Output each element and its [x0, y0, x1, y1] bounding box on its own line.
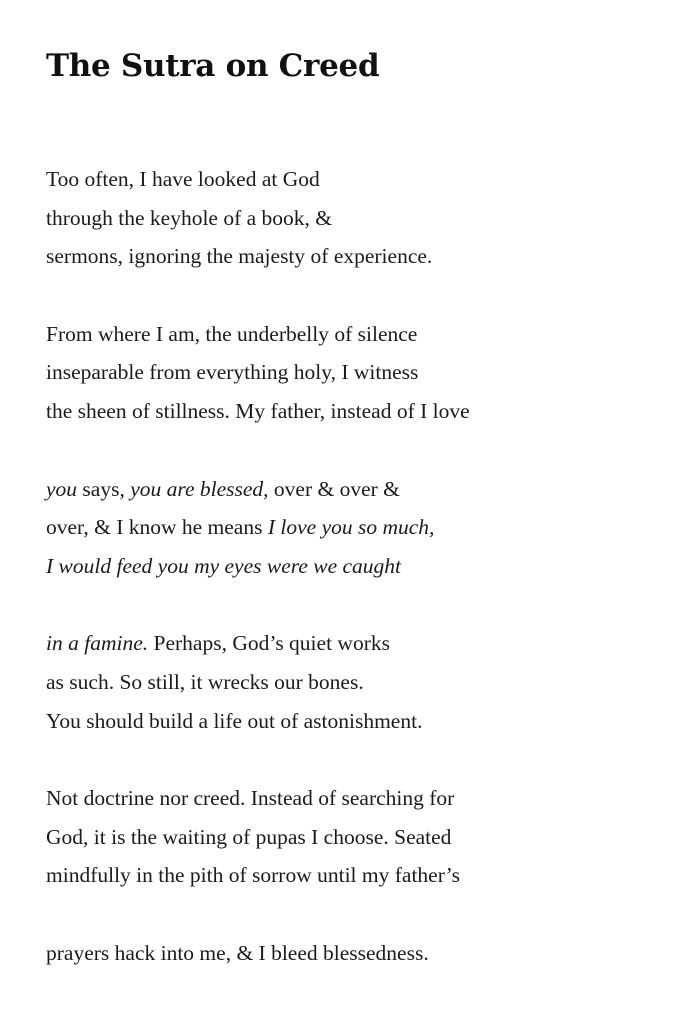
poem-line [46, 315, 470, 354]
poem-line [46, 779, 470, 818]
poem-line [46, 856, 470, 895]
line-text: Not doctrine nor creed. Instead of searching for [46, 786, 455, 810]
line-text: From where I am, the underbelly of silence [46, 321, 418, 346]
line-text: mindfully in the pith of sorrow until my father’s [46, 863, 461, 888]
poem-line [46, 624, 470, 663]
poem-line [46, 353, 470, 392]
line-text: over, & I know he means [46, 515, 268, 540]
line-text: God, it is the waiting of pupas I choose. Seated [46, 824, 452, 849]
stanza [46, 160, 470, 276]
line-text: inseparable from everything holy, I witness [46, 360, 419, 385]
stanza [46, 315, 470, 431]
line-text: over & over & [268, 476, 400, 501]
italic-text: in a famine. [46, 631, 149, 656]
poem-line [46, 934, 470, 973]
poem-line [46, 237, 470, 276]
poem-line [46, 508, 470, 547]
line-text: as such. So still, it wrecks our bones. [46, 669, 364, 694]
poem-title: The Sutra on Creed [46, 48, 380, 84]
poem-line [46, 818, 470, 857]
poem-line [46, 392, 470, 431]
line-text: says, [77, 476, 131, 501]
stanza [46, 624, 470, 740]
line-text: prayers hack into me, & I bleed blessedness. [46, 940, 429, 965]
poem-line [46, 160, 470, 199]
poem-body [46, 160, 470, 1011]
italic-text: you [46, 476, 78, 501]
line-text: the sheen of stillness. My father, instead of I love [46, 399, 470, 424]
poem-line [46, 199, 470, 238]
stanza [46, 779, 470, 895]
italic-text: you are blessed, [130, 476, 269, 501]
line-text: Perhaps, God’s quiet works [148, 631, 390, 656]
line-text: through the keyhole of a book, & [46, 205, 333, 230]
line-text: sermons, ignoring the majesty of experience. [46, 244, 433, 269]
poem-line [46, 702, 470, 741]
italic-text: I would feed you my eyes were we caught [46, 553, 402, 578]
line-text: You should build a life out of astonishment. [46, 708, 423, 733]
stanza [46, 934, 470, 973]
poem-line [46, 547, 470, 586]
italic-text: I love you so much, [267, 515, 435, 540]
poem-line [46, 663, 470, 702]
line-text: Too often, I have looked at God [46, 167, 320, 191]
poem-line [46, 470, 470, 509]
stanza [46, 470, 470, 586]
